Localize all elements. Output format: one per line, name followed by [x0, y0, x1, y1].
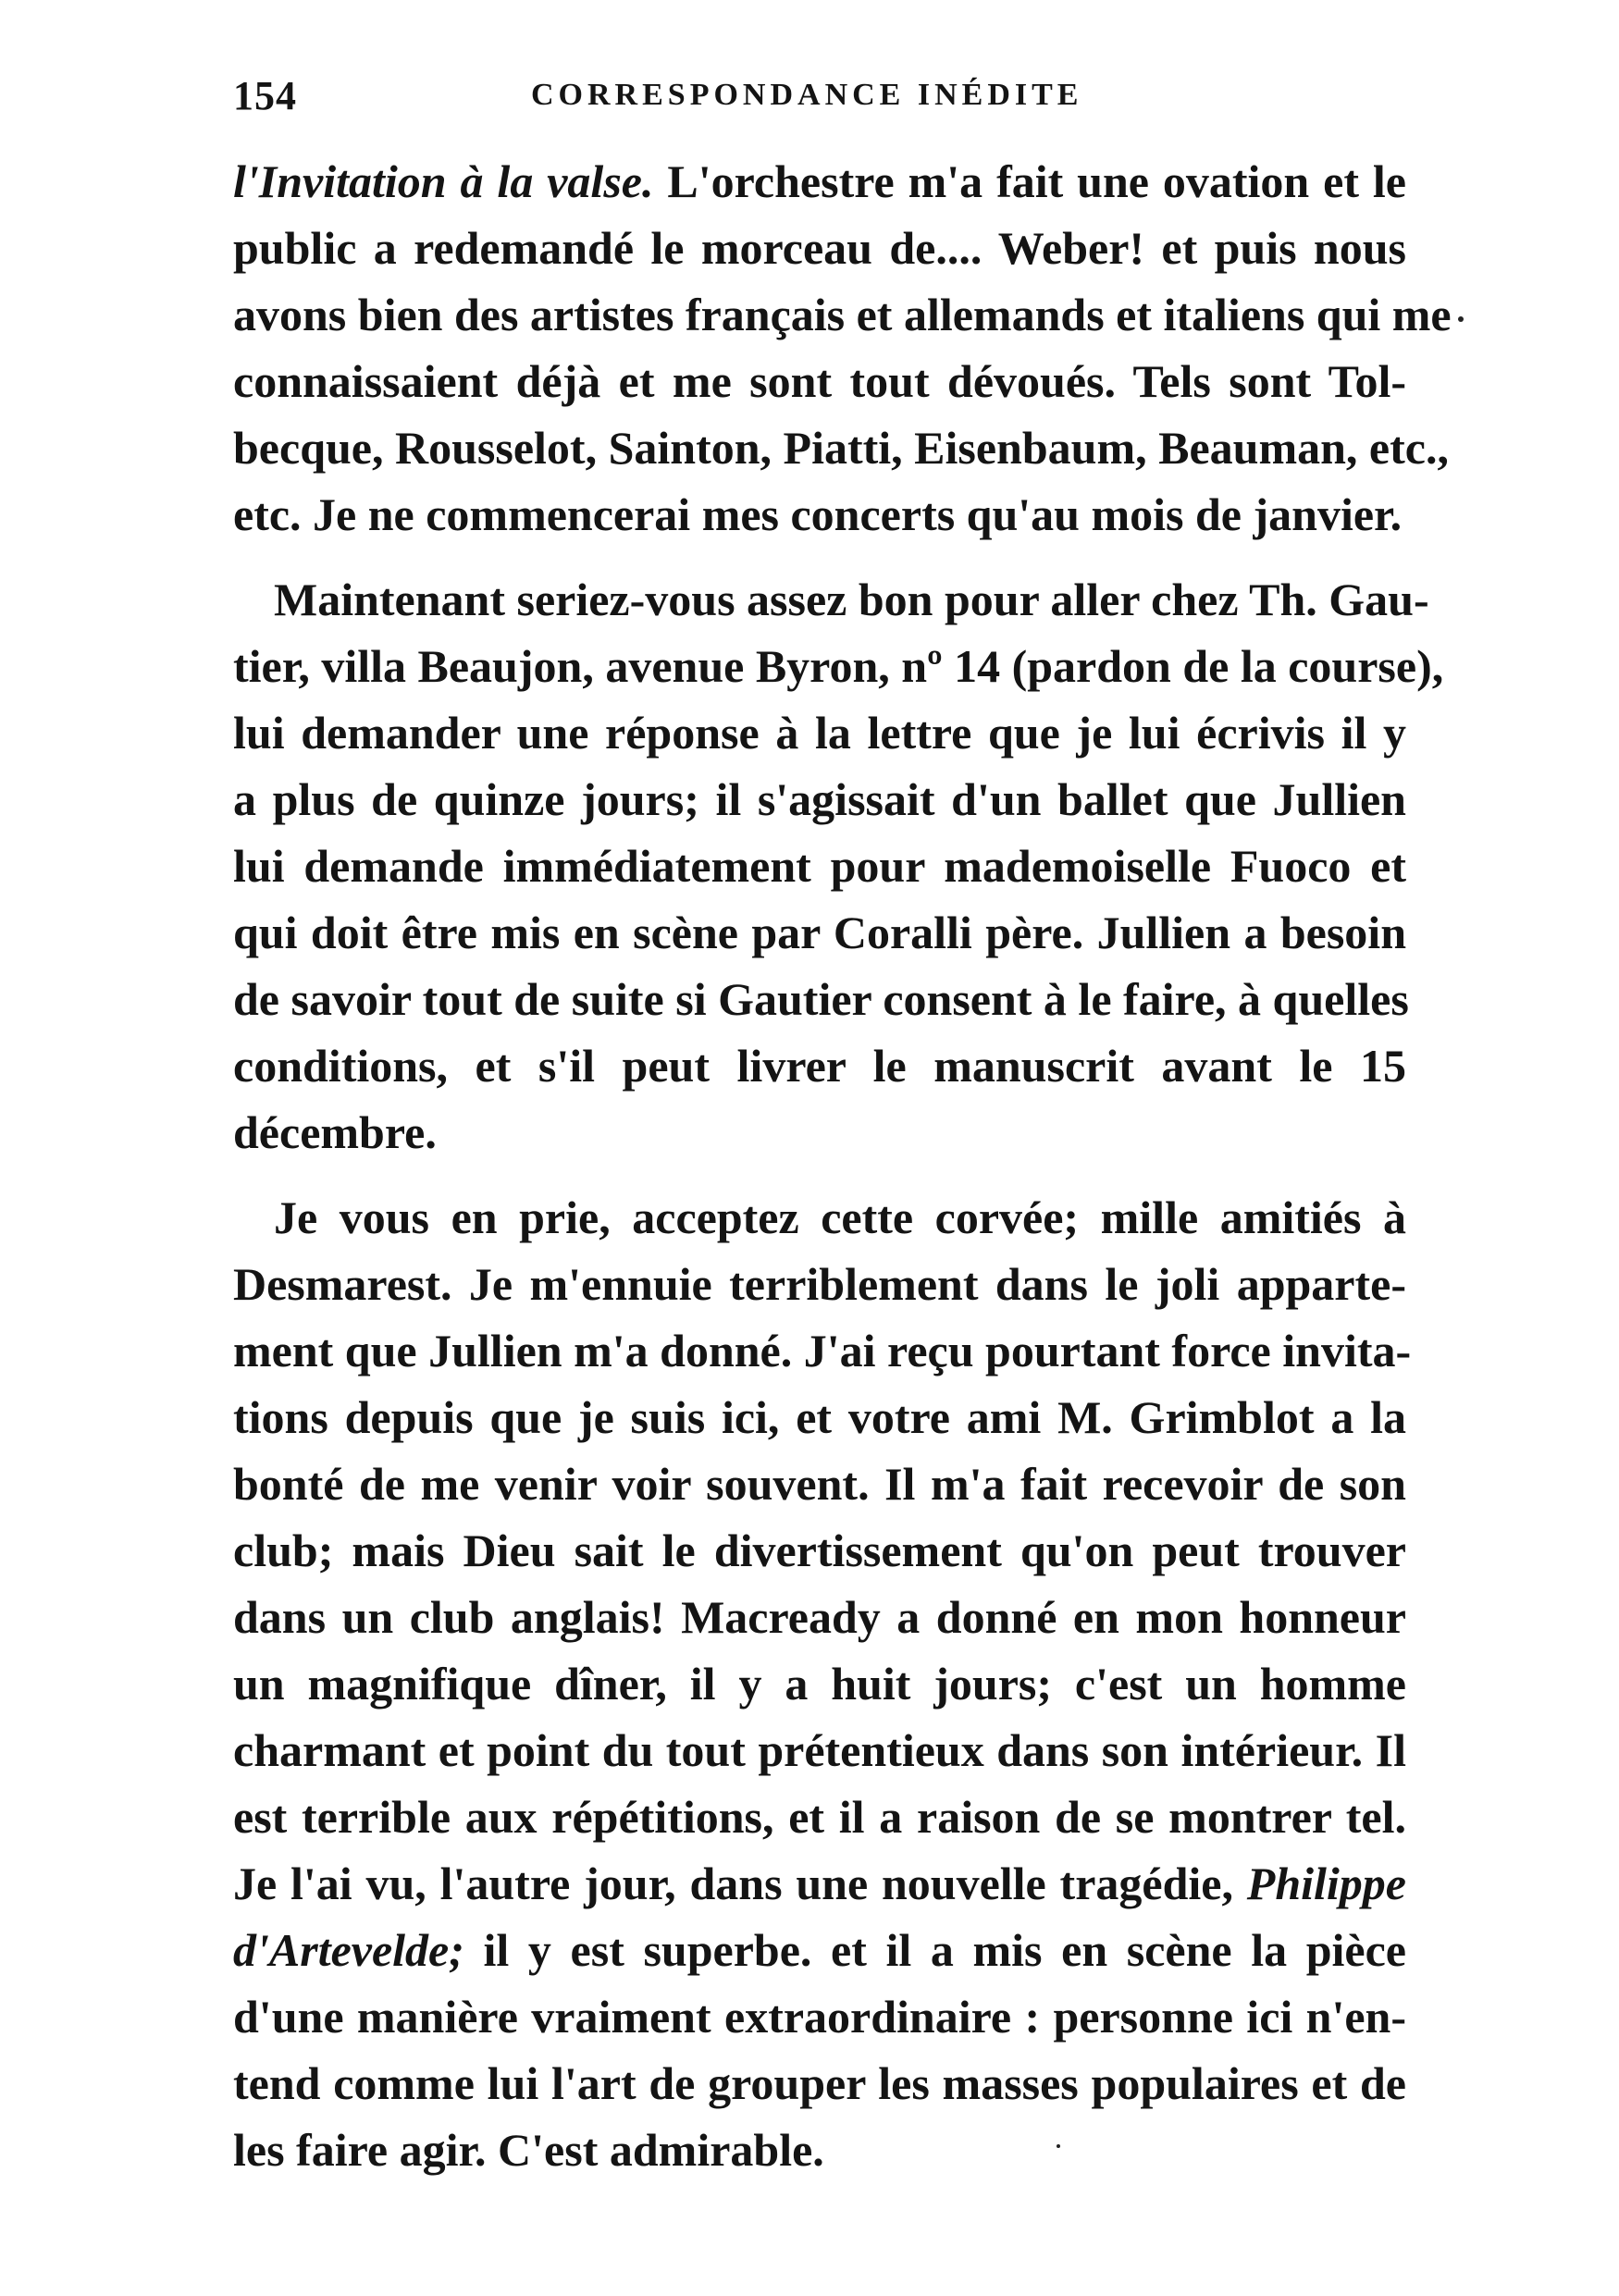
italic-text: d'Artevelde; — [233, 1924, 464, 1976]
ink-speck — [1057, 2144, 1060, 2148]
text-segment: dans un club anglais! Macready a donné en mon honneur — [233, 1591, 1406, 1643]
text-line — [233, 148, 1406, 215]
body-text — [233, 148, 1452, 2183]
text-segment: Je l'ai vu, l'autre jour, dans une nouvelle tragédie, — [233, 1858, 1247, 1909]
text-segment: de savoir tout de suite si Gautier consent à le faire, à quelles — [233, 973, 1409, 1025]
text-segment: conditions, et s'il peut livrer le manuscrit avant le 15 — [233, 1040, 1406, 1092]
text-segment: d'une manière vraiment extraordinaire : personne ici n'en- — [233, 1991, 1406, 2043]
text-line — [233, 1850, 1406, 1917]
text-line — [233, 966, 1409, 1032]
text-line — [233, 766, 1406, 833]
text-line — [233, 1784, 1406, 1850]
text-line — [233, 1917, 1406, 1983]
text-line — [233, 414, 1449, 481]
paragraph — [233, 148, 1452, 548]
text-line — [233, 899, 1406, 966]
ink-speck — [1458, 316, 1464, 322]
text-line — [233, 1584, 1406, 1650]
text-line — [233, 1450, 1406, 1517]
text-segment: Desmarest. Je m'ennuie terriblement dans le joli apparte- — [233, 1258, 1406, 1310]
text-line — [233, 1251, 1406, 1317]
text-line — [233, 215, 1406, 281]
text-line — [233, 633, 1444, 699]
text-line — [233, 566, 1429, 633]
paragraph — [233, 566, 1444, 1166]
text-segment: bonté de me venir voir souvent. Il m'a fait recevoir de son — [233, 1458, 1406, 1510]
text-segment: Je vous en prie, acceptez cette corvée; mille amitiés à — [274, 1191, 1406, 1243]
text-segment: ment que Jullien m'a donné. J'ai reçu pourtant force invita- — [233, 1325, 1412, 1376]
text-line — [233, 481, 1406, 548]
text-line — [233, 1650, 1406, 1717]
text-line — [233, 1032, 1406, 1099]
italic-text: Philippe — [1246, 1858, 1406, 1909]
text-line — [233, 833, 1406, 899]
text-segment: tions depuis que je suis ici, et votre ami M. Grimblot a la — [233, 1391, 1406, 1443]
running-head — [233, 72, 1399, 128]
text-line — [233, 699, 1406, 766]
text-line — [233, 281, 1452, 348]
text-segment: public a redemandé le morceau de.... Weber! et puis nous — [233, 222, 1406, 274]
text-segment: connaissaient déjà et me sont tout dévoués. Tels sont Tol- — [233, 355, 1406, 407]
text-line — [233, 2050, 1406, 2117]
text-line — [233, 1983, 1406, 2050]
text-segment: charmant et point du tout prétentieux dans son intérieur. Il — [233, 1724, 1406, 1776]
text-line — [233, 2117, 1406, 2183]
text-line — [233, 348, 1406, 414]
text-segment: a plus de quinze jours; il s'agissait d'un ballet que Jullien — [233, 773, 1406, 825]
text-segment: qui doit être mis en scène par Coralli père. Jullien a besoin — [233, 907, 1406, 958]
text-line — [233, 1184, 1406, 1251]
text-segment: décembre. — [233, 1106, 437, 1158]
text-segment: lui demander une réponse à la lettre que je lui écrivis il y — [233, 707, 1406, 759]
text-line — [233, 1317, 1412, 1384]
text-segment: les faire agir. C'est admirable. — [233, 2124, 824, 2176]
text-line — [233, 1099, 1406, 1166]
page-number: 154 — [233, 73, 297, 118]
text-segment: est terrible aux répétitions, et il a raison de se montrer tel. — [233, 1791, 1406, 1843]
italic-text: l'Invitation à la valse. — [233, 155, 654, 207]
text-segment: Maintenant seriez-vous assez bon pour aller chez Th. Gau- — [274, 574, 1429, 625]
text-segment: il y est superbe. et il a mis en scène la pièce — [463, 1924, 1406, 1976]
text-segment: L'orchestre m'a fait une ovation et le — [653, 155, 1406, 207]
text-segment: tend comme lui l'art de grouper les masses populaires et de — [233, 2057, 1406, 2109]
text-segment: club; mais Dieu sait le divertissement qu'on peut trouver — [233, 1524, 1406, 1576]
text-segment: un magnifique dîner, il y a huit jours; c'est un homme — [233, 1658, 1406, 1710]
text-line — [233, 1717, 1406, 1784]
text-segment: becque, Rousselot, Sainton, Piatti, Eisenbaum, Beauman, etc., — [233, 422, 1449, 474]
text-segment: lui demande immédiatement pour mademoiselle Fuoco et — [233, 840, 1406, 892]
text-line — [233, 1384, 1406, 1450]
text-segment: etc. Je ne commencerai mes concerts qu'au mois de janvier. — [233, 488, 1403, 540]
paragraph-gap — [233, 1166, 1406, 1184]
running-title: CORRESPONDANCE INÉDITE — [531, 78, 1083, 112]
text-segment: avons bien des artistes français et allemands et italiens qui me — [233, 289, 1452, 340]
text-segment: tier, villa Beaujon, avenue Byron, nº 14 (pardon de la course), — [233, 640, 1444, 692]
paragraph — [233, 1184, 1412, 2183]
text-line — [233, 1517, 1406, 1584]
paragraph-gap — [233, 548, 1406, 566]
